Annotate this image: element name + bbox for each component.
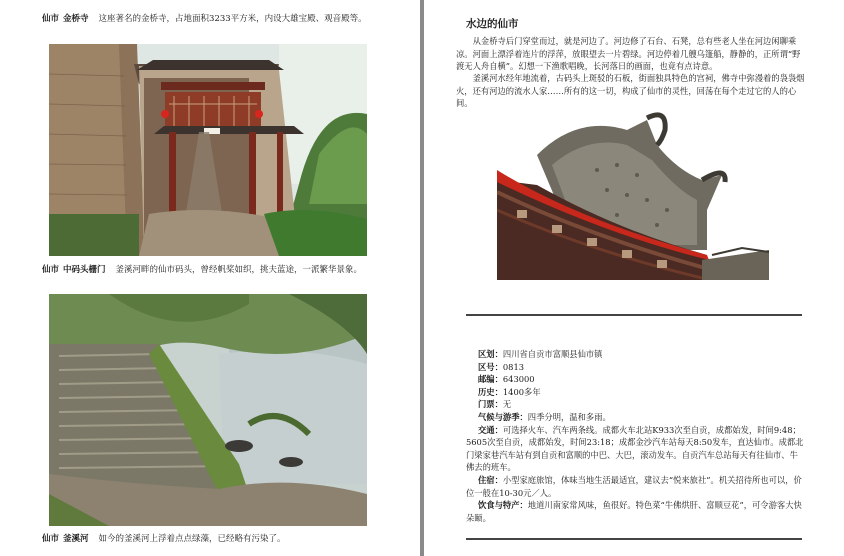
info-lodging: 住宿：小型家庭旅馆，体味当地生活最适宜，建议去“悦来旅社”。机关招待所也可以，价位一般在10-30元／人。 (466, 474, 802, 498)
info-history: 历史：1400多年 (478, 386, 541, 397)
info-transport: 交通：可选择火车、汽车两条线。成都火车北站K933次至自贡，成都始发，时间9:48；5605次至自贡，成都始发，时间23:18；成都金沙汽车站每天8:50发车，直达仙市。成都北门梁家巷汽车站有到自贡和富顺的中巴、大巴，滚动发车。自贡汽车总站每天有往仙市、牛佛去的班车。 (466, 424, 804, 473)
caption-middle-pier-gate: 仙市 中码头栅门 釜溪河畔的仙市码头，曾经帆桨如织，挑夫蓝途，一派繁华景象。 (42, 265, 363, 275)
info-area-code: 区号：0813 (478, 361, 525, 372)
photo-temple-roof (497, 110, 769, 280)
right-page (424, 0, 844, 556)
divider-bottom (466, 538, 802, 540)
left-page (0, 0, 420, 556)
paragraph-river-spirit: 釜溪河水经年地流着，古码头上斑驳的石板，街面独具特色的宫祠，佛寺中弥漫着的袅袅烟火，还有河边的流水人家……所有的这一切，构成了仙市的灵性，回荡在每个走过它的人的心间。 (456, 73, 805, 108)
caption-jinqiao-temple: 仙市 金桥寺 这座著名的金桥寺，占地面积3233平方米，内设大雄宝殿、观音殿等。 (42, 14, 367, 24)
photo-jinqiao-temple (49, 44, 367, 256)
info-postcode: 邮编：643000 (478, 374, 535, 385)
divider-top (466, 314, 802, 316)
photo-fuxi-river (49, 294, 367, 526)
info-ticket: 门票：无 (478, 399, 512, 410)
travel-info (466, 348, 804, 524)
paragraph-riverside: 从金桥寺后门穿堂而过，就是河边了。河边修了石台、石凳，总有些老人坐在河边闲聊乘凉。河面上漂浮着连片的浮萍，放眼望去一片碧绿。河边停着几艘乌篷船，静静的，正所谓“野渡无人舟自横”。幻想一下渔歌唱晚，长河落日的画面，也竟有点诗意。 (456, 36, 801, 71)
info-food: 饮食与特产：地道川南家常风味，鱼很好。特色菜“牛佛烘肝、富顺豆花”，可令游客大快朵颐。 (466, 500, 802, 523)
info-region: 区划：四川省自贡市富顺县仙市镇 (478, 349, 603, 359)
info-climate: 气候与游季：四季分明，温和多雨。 (478, 411, 611, 422)
caption-fuxi-river: 仙市 釜溪河 如今的釜溪河上浮着点点绿藻，已经略有污染了。 (42, 534, 286, 544)
section-title: 水边的仙市 (466, 18, 519, 30)
